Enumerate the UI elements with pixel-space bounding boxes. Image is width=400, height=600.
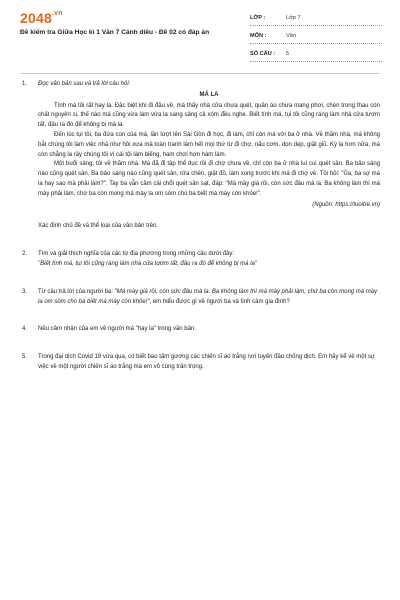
question-prompt: Đọc văn bản sau và trả lời câu hỏi: [38, 81, 131, 87]
spacer [20, 307, 380, 325]
question-list [20, 80, 380, 373]
question-prompt: Nêu cảm nhận của em về người má "hay la" trong văn bản. [38, 326, 196, 333]
question-number: 4. [22, 326, 28, 333]
question-3 [20, 288, 380, 308]
passage-paragraph: Một buổi sáng, tôi về thăm nhà. Má đã đi tập thể dục rồi đi chợ chưa về, chỉ còn ba ở nhà lui cui quét sân. Ba bảo sáng nào cũng quét sân. Ba bảo sáng nào cũng quét sân, rửa chén, giặt đồ, làm xong trước khi má đi chợ về. Tôi hỏi: "Ủa, ba sợ má la hay sao mà phải làm?". Tay ba vẫn cầm cái chổi quét sân sạt, đáp: "Má mày già rồi, còn sức đâu mà la. Ba không làm thì má mày phải làm, chứ ba còn mong má mày la om sòm cho ba biết má mày còn khỏe!". [38, 161, 380, 197]
meta-label: MÔN : [250, 33, 267, 39]
meta-row-question-count [250, 48, 382, 62]
meta-value: Văn [286, 33, 296, 39]
passage-title: MÁ LA [199, 91, 219, 98]
passage-paragraph: Đến lúc tụi tôi, ba đứa con của má, lần lượt lên Sài Gòn đi học, đi làm, chỉ còn má với ba ở nhà. Về thăm nhà, má không bắt chúng tôi làm việc nhà như hồi xưa mà toàn tranh làm hết mọi thứ từ đi chợ, nấu cơm, dọn dẹp, giặt giũ. Kỳ lạ hơn nữa, má còn chẳng la rầy chúng tôi vì cái tội làm biếng, ham chơi hơn hàm làm. [38, 131, 380, 158]
spacer [20, 270, 380, 288]
passage-paragraph: Tính má tôi rất hay la. Đặc biệt khi đi đâu về, má thấy nhà cửa chưa quét, quần áo chưa mang phơi, chén trong thau còn chất nguyên si, thế nào má cũng vừa làm vừa la sang sảng cả xóm đều nghe. Biết tính má, tụi tôi cũng ráng làm nhà cửa tươm tất, đâu ra đó để không bị má la. [38, 102, 380, 129]
question-prompt: Trong đại dịch Covid 19 vừa qua, có biết bao tấm gương các chiến sĩ áo trắng nơi tuyến đầu chống dịch. Em hãy kể về một sự việc về một người chiến sĩ áo trắng mà em vô cùng trân trọng. [38, 354, 375, 370]
passage-source: (Nguồn: https://tuoitre.vn) [312, 201, 380, 208]
site-logo[interactable] [20, 10, 63, 26]
spacer [20, 335, 380, 353]
meta-value: Lớp 7 [286, 15, 301, 21]
document-header [0, 0, 400, 70]
question-2 [20, 250, 380, 270]
header-divider [20, 73, 380, 74]
question-number: 5. [22, 354, 28, 361]
meta-row-subject [250, 30, 382, 44]
document-meta [250, 12, 382, 66]
question-number: 1. [22, 81, 28, 87]
question-prompt: Tìm và giải thích nghĩa của các từ địa phương trong những câu dưới đây: [38, 251, 235, 258]
meta-label: LỚP : [250, 15, 266, 21]
meta-label: SỐ CÂU : [250, 51, 276, 57]
question-5 [20, 353, 380, 373]
meta-value: 5 [286, 51, 290, 57]
question-quote: "Má mày già rồi, còn sức đâu mà la. Ba không làm thì má mày phải làm, chứ ba còn mong má mày la om sòm cho ba biết má mày còn khỏe!" [38, 288, 378, 305]
spacer [20, 232, 380, 250]
question-number: 2. [22, 251, 28, 258]
question-prompt-prefix: Từ câu trả lời của người ba: [38, 288, 115, 295]
question-quote: "Biết tính má, tụi tôi cũng ráng làm nhà cửa tươm tất, đâu ra đó để không bị má la" [38, 260, 257, 267]
question-prompt-suffix: , em hiểu được gì về người ba và tình cảm gia đình? [149, 298, 290, 305]
document-title: Đề kiểm tra Giữa Học kì 1 Văn 7 Cánh diều - Đề 02 có đáp án [20, 29, 210, 36]
meta-row-class [250, 12, 382, 26]
question-1 [20, 80, 380, 232]
logo-text: 2048 [20, 10, 52, 26]
question-number: 3. [22, 288, 28, 295]
question-4 [20, 325, 380, 335]
question-task: Xác định chủ đề và thể loại của văn bản trên. [38, 223, 159, 230]
logo-suffix: .vn [51, 10, 63, 17]
